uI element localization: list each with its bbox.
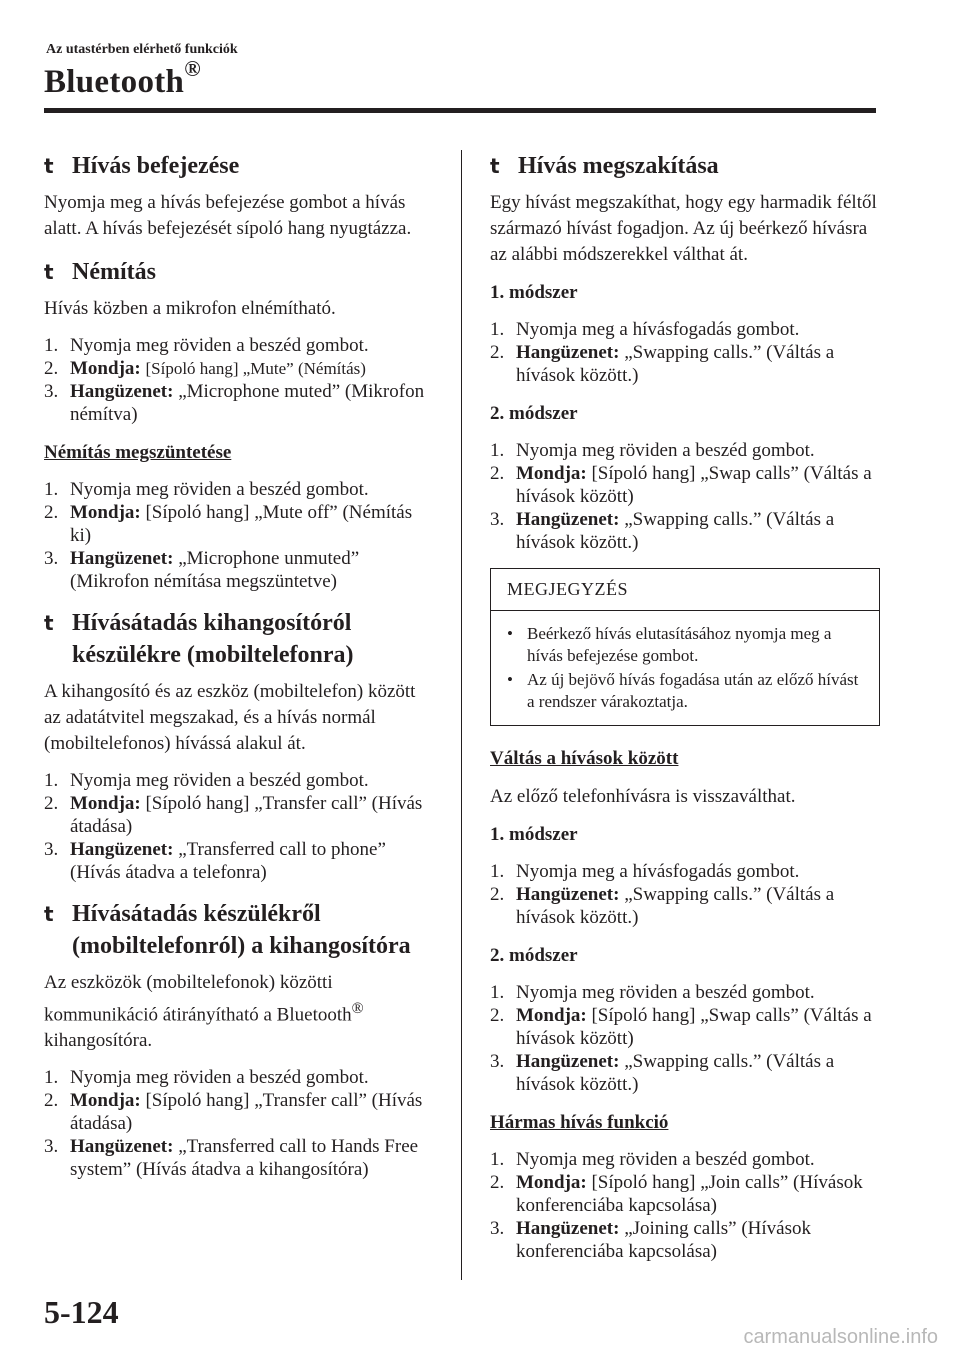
step-label: Hangüzenet: (70, 1136, 174, 1158)
step-number: 1. (490, 1149, 505, 1170)
step-text: „Swapping calls.” (Váltás a hívások között.) (516, 509, 835, 553)
step-label: Hangüzenet: (516, 342, 620, 363)
list-item (44, 792, 434, 838)
step-number: 2. (490, 342, 505, 363)
list-item (44, 501, 434, 547)
step-text: [Sípoló hang] „Swap calls” (Váltás a hívások között) (516, 1005, 872, 1049)
note-text: Az új bejövő hívás fogadása után az előző hívást a rendszer várakoztatja. (527, 670, 859, 711)
section-heading (44, 256, 434, 288)
list-item (44, 478, 434, 501)
step-list (44, 334, 434, 426)
step-list (44, 1066, 434, 1181)
section-heading (44, 898, 434, 962)
list-item (490, 439, 880, 462)
method-heading: 2. módszer (490, 403, 578, 424)
list-item (490, 981, 880, 1004)
step-label: Mondja: (70, 502, 141, 523)
paragraph: Hívás közben a mikrofon elnémítható. (44, 298, 336, 319)
page-title (44, 56, 201, 101)
list-item (44, 357, 434, 380)
note-list (491, 611, 879, 725)
registered-mark: ® (184, 56, 201, 81)
step-label: Mondja: (70, 1090, 141, 1112)
note-title: MEGJEGYZÉS (491, 569, 879, 611)
list-item (490, 1171, 880, 1217)
list-item (44, 334, 434, 357)
step-text: „Microphone unmuted” (Mikrofon némítása megszüntetve) (70, 548, 360, 592)
step-label: Hangüzenet: (70, 381, 174, 402)
column-divider (461, 150, 462, 1280)
list-item (44, 769, 434, 792)
step-text: Nyomja meg röviden a beszéd gombot. (516, 1149, 815, 1170)
list-item (490, 341, 880, 387)
step-label: Hangüzenet: (70, 548, 174, 569)
step-number: 1. (44, 479, 59, 500)
step-number: 1. (44, 335, 59, 356)
step-text: Nyomja meg röviden a beszéd gombot. (516, 982, 815, 1003)
step-text: Nyomja meg röviden a beszéd gombot. (70, 770, 369, 791)
left-column (44, 150, 434, 1195)
step-number: 1. (490, 319, 505, 340)
step-text: Nyomja meg röviden a beszéd gombot. (70, 479, 369, 500)
list-item (44, 547, 434, 593)
step-text: Nyomja meg a hívásfogadás gombot. (516, 319, 800, 340)
list-item (490, 1217, 880, 1263)
step-number: 3. (44, 381, 59, 402)
step-label: Mondja: (516, 463, 587, 484)
step-number: 1. (44, 770, 59, 791)
step-number: 2. (44, 1090, 59, 1112)
list-item (44, 1135, 434, 1181)
list-item (490, 462, 880, 508)
step-text: Nyomja meg röviden a beszéd gombot. (70, 335, 369, 356)
header-rule (44, 108, 876, 113)
paragraph: A kihangosító és az eszköz (mobiltelefon) között az adatátvitel megszakad, és a hívás normál (mobiltelefonos) hívássá alakul át. (44, 681, 416, 754)
step-number: 1. (490, 861, 505, 882)
step-label: Hangüzenet: (516, 1051, 620, 1072)
paragraph-text: kihangosítóra. (44, 1030, 153, 1052)
step-text: „Transferred call to phone” (Hívás átadva a telefonra) (70, 839, 386, 883)
step-number: 3. (490, 1051, 505, 1072)
bullet-icon: • (507, 624, 513, 643)
step-list (490, 1148, 880, 1263)
step-number: 3. (44, 1136, 59, 1158)
watermark: carmanualsonline.info (743, 1326, 938, 1348)
step-text: [Sípoló hang] „Join calls” (Hívások konferenciába kapcsolása) (516, 1172, 863, 1216)
registered-mark: ® (351, 1000, 364, 1017)
list-item (490, 318, 880, 341)
section-marker-icon: t (490, 154, 500, 178)
step-text: „Joining calls” (Hívások konferenciába kapcsolása) (516, 1218, 811, 1262)
list-item (490, 1050, 880, 1096)
page-number: 5-124 (44, 1294, 119, 1330)
heading-text: Némítás (72, 259, 156, 285)
list-item (490, 1004, 880, 1050)
step-number: 1. (490, 982, 505, 1003)
note-box (490, 568, 880, 726)
subheading: Váltás a hívások között (490, 748, 679, 769)
step-number: 3. (490, 509, 505, 530)
paragraph-text: Az eszközök (mobiltelefonok) közötti kommunikáció átirányítható a Bluetooth (44, 972, 352, 1026)
step-number: 2. (490, 1172, 505, 1193)
heading-text: Hívás megszakítása (518, 153, 719, 179)
list-item (44, 380, 434, 426)
list-item (44, 1066, 434, 1089)
subheading: Hármas hívás funkció (490, 1112, 669, 1133)
heading-text: Hívásátadás kihangosítóról készülékre (mobiltelefonra) (72, 610, 354, 668)
list-item (490, 508, 880, 554)
paragraph: Nyomja meg a hívás befejezése gombot a hívás alatt. A hívás befejezését sípoló hang nyugtázza. (44, 192, 412, 239)
step-label: Mondja: (516, 1172, 587, 1193)
step-text: [Sípoló hang] „Transfer call” (Hívás átadása) (70, 793, 423, 837)
step-label: Mondja: (516, 1005, 587, 1026)
page-title-text: Bluetooth (44, 64, 185, 100)
section-marker-icon: t (44, 260, 54, 284)
step-number: 1. (44, 1067, 59, 1089)
list-item (490, 1148, 880, 1171)
heading-text: Hívás befejezése (72, 153, 240, 179)
method-heading: 1. módszer (490, 282, 578, 303)
bullet-icon: • (507, 670, 513, 689)
right-column (490, 150, 880, 1277)
step-text: „Swapping calls.” (Váltás a hívások között.) (516, 1051, 835, 1095)
step-text: [Sípoló hang] „Transfer call” (Hívás átadása) (70, 1090, 423, 1135)
step-list (44, 478, 434, 593)
section-marker-icon: t (44, 902, 54, 926)
step-number: 2. (44, 502, 59, 523)
note-item (505, 623, 865, 667)
list-item (490, 860, 880, 883)
section-marker-icon: t (44, 611, 54, 635)
step-text: Nyomja meg röviden a beszéd gombot. (70, 1067, 369, 1089)
heading-text: Hívásátadás készülékről (mobiltelefonról) a kihangosítóra (72, 901, 411, 959)
step-label: Mondja: (70, 358, 141, 379)
list-item (44, 1089, 434, 1135)
step-text: Nyomja meg röviden a beszéd gombot. (516, 440, 815, 461)
note-text: Beérkező hívás elutasításához nyomja meg a hívás befejezése gombot. (527, 624, 832, 665)
step-label: Hangüzenet: (516, 1218, 620, 1239)
list-item (44, 838, 434, 884)
step-label: Hangüzenet: (70, 839, 174, 860)
step-number: 2. (490, 463, 505, 484)
section-marker-icon: t (44, 154, 54, 178)
step-list (490, 860, 880, 929)
step-list (490, 439, 880, 554)
step-list (490, 318, 880, 387)
step-number: 3. (44, 548, 59, 569)
paragraph: Az előző telefonhívásra is visszaválthat. (490, 786, 796, 807)
section-header: Az utastérben elérhető funkciók (46, 42, 238, 57)
list-item (490, 883, 880, 929)
method-heading: 1. módszer (490, 824, 578, 845)
step-text: „Swapping calls.” (Váltás a hívások között.) (516, 884, 835, 928)
step-number: 2. (44, 358, 59, 379)
paragraph (44, 970, 434, 1054)
step-number: 1. (490, 440, 505, 461)
step-text: Nyomja meg a hívásfogadás gombot. (516, 861, 800, 882)
step-number: 2. (490, 1005, 505, 1026)
step-number: 3. (44, 839, 59, 860)
note-item (505, 669, 865, 713)
step-number: 2. (44, 793, 59, 814)
step-label: Hangüzenet: (516, 509, 620, 530)
section-heading (44, 607, 434, 671)
step-text: [Sípoló hang] „Swap calls” (Váltás a hívások között) (516, 463, 872, 507)
step-number: 2. (490, 884, 505, 905)
step-label: Mondja: (70, 793, 141, 814)
section-heading (490, 150, 880, 182)
paragraph: Egy hívást megszakíthat, hogy egy harmadik féltől származó hívást fogadjon. Az új beérkező hívásra az alábbi módszerekkel válthat át. (490, 192, 877, 265)
step-text: „Transferred call to Hands Free system” (Hívás átadva a kihangosítóra) (70, 1136, 419, 1181)
step-text: „Swapping calls.” (Váltás a hívások között.) (516, 342, 835, 386)
step-list (44, 769, 434, 884)
step-number: 3. (490, 1218, 505, 1239)
step-text: [Sípoló hang] „Mute off” (Némítás ki) (70, 502, 413, 546)
section-heading (44, 150, 434, 182)
step-label: Hangüzenet: (516, 884, 620, 905)
step-text: „Microphone muted” (Mikrofon némítva) (70, 381, 425, 425)
step-text: [Sípoló hang] „Mute” (Némítás) (145, 359, 366, 378)
subheading: Némítás megszüntetése (44, 442, 232, 463)
step-list (490, 981, 880, 1096)
method-heading: 2. módszer (490, 945, 578, 966)
